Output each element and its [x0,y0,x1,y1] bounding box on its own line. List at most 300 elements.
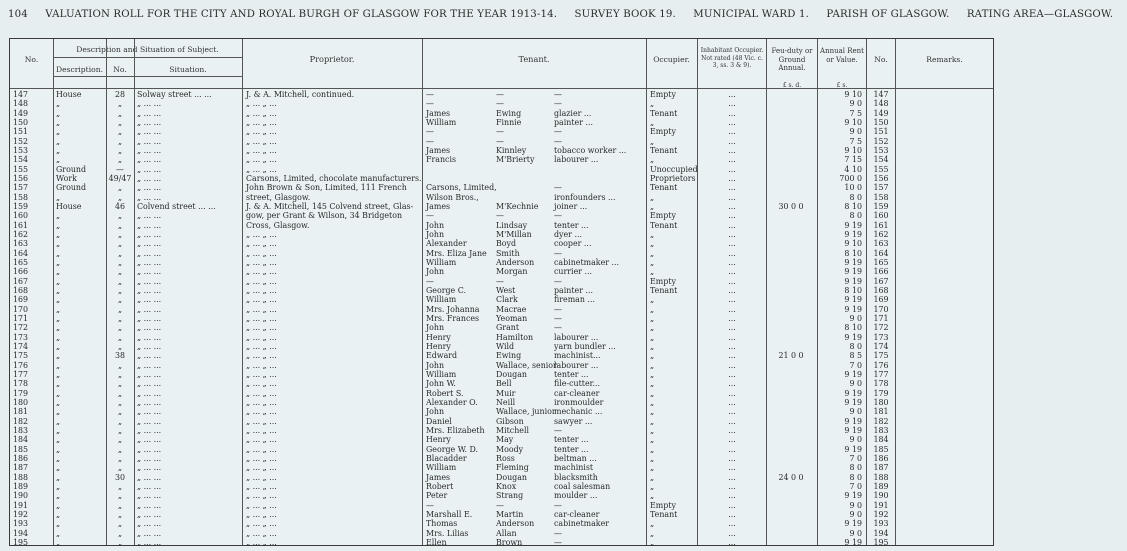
inhabitant-cell: ... [728,229,736,239]
occupier-cell: Empty [650,500,676,510]
row-number-right: 182 [873,416,889,426]
inhabitant-cell: ... [728,136,736,146]
street-number-cell: 28 [114,90,126,99]
tenant-occupation: car-cleaner [554,509,600,519]
header-bottom-rule [10,88,993,89]
row-number: 173 [13,332,29,342]
proprietor-cell: „ ... „ ... [246,425,277,435]
description-cell: „ [56,257,61,267]
street-number-cell: „ [117,267,123,277]
annual-rent-cell: 700 0 [839,173,862,183]
description-cell: „ [56,285,61,295]
description-cell: „ [56,145,61,155]
row-number: 164 [13,248,29,258]
proprietor-cell: „ ... „ ... [246,99,277,109]
description-cell: „ [56,295,61,305]
situation-cell: „ ... ... [137,276,162,286]
tenant-occupation: — [554,313,562,323]
row-number: 152 [13,136,29,146]
situation-cell: „ ... ... [137,463,162,473]
row-number-right: 158 [873,192,889,202]
proprietor-cell: „ ... „ ... [246,164,277,174]
proprietor-cell: „ ... „ ... [246,491,277,501]
feu-duty-cell: 30 0 0 [778,201,804,211]
tenant-occupation: — [554,304,562,314]
inhabitant-cell: ... [728,332,736,342]
row-number-right: 149 [873,108,889,118]
description-cell: „ [56,481,61,491]
description-cell: „ [56,369,61,379]
col-header-proprietor: Proprietor. [309,54,355,64]
tenant-first-name: Alexander O. [426,397,478,407]
column-divider [817,39,818,545]
inhabitant-cell: ... [728,407,736,417]
description-cell: „ [56,313,61,323]
situation-cell: „ ... ... [137,481,162,491]
street-number-cell: „ [117,99,123,109]
situation-cell: „ ... ... [137,313,162,323]
proprietor-cell: „ ... „ ... [246,136,277,146]
row-number-right: 165 [873,257,889,267]
tenant-surname: — [496,500,504,510]
occupier-cell: „ [650,313,655,323]
row-number-right: 186 [873,453,889,463]
street-number-cell: „ [117,183,123,193]
tenant-occupation: painter ... [554,285,594,295]
occupier-cell: „ [650,295,655,305]
occupier-cell: „ [650,472,655,482]
description-cell: „ [56,267,61,277]
tenant-first-name: Alexander [426,239,467,249]
row-number-right: 148 [873,99,889,109]
column-divider [697,39,698,545]
inhabitant-cell: ... [728,127,736,137]
tenant-occupation: beltman ... [554,453,597,463]
inhabitant-cell: ... [728,201,736,211]
situation-cell: „ ... ... [137,99,162,109]
tenant-first-name: Robert S. [426,388,464,398]
situation-cell: „ ... ... [137,267,162,277]
annual-rent-cell: 7 5 [849,136,862,146]
occupier-cell: „ [650,192,655,202]
street-number-cell: „ [117,332,123,342]
description-cell: „ [56,360,61,370]
occupier-cell: „ [650,257,655,267]
occupier-cell: „ [650,388,655,398]
tenant-occupation: tenter ... [554,444,589,454]
tenant-first-name: Mrs. Elizabeth [426,425,485,435]
tenant-first-name: Marshall E. [426,509,473,519]
row-number-right: 152 [873,136,889,146]
tenant-occupation: — [554,323,562,333]
occupier-cell: „ [650,304,655,314]
tenant-surname: Martin [496,509,524,519]
row-number-right: 153 [873,145,889,155]
tenant-occupation: yarn bundler ... [554,341,616,351]
tenant-first-name: — [426,211,434,221]
situation-cell: „ ... ... [137,229,162,239]
inhabitant-cell: ... [728,351,736,361]
street-number-cell: „ [117,248,123,258]
situation-cell: „ ... ... [137,472,162,482]
situation-cell: „ ... ... [137,173,162,183]
inhabitant-cell: ... [728,220,736,230]
tenant-occupation: — [554,528,562,538]
row-number-right: 162 [873,229,889,239]
annual-rent-cell: 8 10 [844,248,862,258]
tenant-surname: Wallace, senior [496,360,557,370]
tenant-surname: Smith [496,248,520,258]
description-cell: „ [56,332,61,342]
tenant-first-name: John [426,407,445,417]
row-number: 190 [13,491,29,501]
row-number: 179 [13,388,29,398]
row-number-right: 189 [873,481,889,491]
col-header-number: No. [113,65,127,74]
situation-cell: „ ... ... [137,509,162,519]
tenant-occupation: — [554,248,562,258]
row-number: 168 [13,285,29,295]
occupier-cell: Empty [650,276,676,286]
situation-cell: „ ... ... [137,360,162,370]
annual-rent-cell: 9 19 [844,537,862,547]
tenant-first-name: — [426,99,434,109]
occupier-cell: „ [650,248,655,258]
street-number-cell: „ [117,341,123,351]
row-number: 148 [13,99,29,109]
row-number: 182 [13,416,29,426]
column-divider [422,39,423,545]
row-number-right: 176 [873,360,889,370]
description-cell: Work [56,173,77,183]
situation-cell: „ ... ... [137,332,162,342]
row-number-right: 184 [873,435,889,445]
description-cell: „ [56,211,61,221]
annual-rent-cell: 9 19 [844,332,862,342]
page-header [8,9,1114,25]
situation-cell: „ ... ... [137,379,162,389]
tenant-occupation: — [554,90,562,99]
street-number-cell: „ [117,369,123,379]
tenant-occupation: tenter ... [554,369,589,379]
annual-rent-cell: 9 0 [849,528,862,538]
street-number-cell: „ [117,481,123,491]
tenant-surname: Anderson [496,257,535,267]
inhabitant-cell: ... [728,453,736,463]
description-cell: „ [56,136,61,146]
tenant-surname: Ewing [496,108,522,118]
row-number: 163 [13,239,29,249]
inhabitant-cell: ... [728,183,736,193]
inhabitant-cell: ... [728,248,736,258]
occupier-cell: „ [650,444,655,454]
inhabitant-cell: ... [728,472,736,482]
street-number-cell: „ [117,435,123,445]
parish: PARISH OF GLASGOW. [826,9,950,20]
annual-rent-cell: 9 10 [844,117,862,127]
row-number-right: 151 [873,127,889,137]
col-header-situation: Situation. [169,65,207,74]
tenant-surname: West [496,285,516,295]
column-divider [646,39,647,545]
annual-rent-cell: 8 0 [849,341,862,351]
annual-rent-cell: 9 19 [844,416,862,426]
street-number-cell: „ [117,444,123,454]
occupier-cell: „ [650,117,655,127]
row-number: 187 [13,463,29,473]
annual-rent-cell: 9 19 [844,295,862,305]
proprietor-cell: street, Glasgow. [246,192,311,202]
street-number-cell: „ [117,155,123,165]
inhabitant-cell: ... [728,295,736,305]
proprietor-cell: „ ... „ ... [246,127,277,137]
tenant-occupation: — [554,99,562,109]
tenant-occupation: currier ... [554,267,593,277]
tenant-surname: Hamilton [496,332,534,342]
row-number-right: 155 [873,164,889,174]
tenant-occupation: labourer ... [554,155,599,165]
annual-rent-cell: 8 0 [849,472,862,482]
annual-rent-cell: 8 5 [849,351,862,361]
header-group-divider [53,57,242,58]
situation-cell: „ ... ... [137,211,162,221]
occupier-cell: „ [650,201,655,211]
situation-cell: „ ... ... [137,435,162,445]
tenant-surname: Mitchell [496,425,529,435]
occupier-cell: Proprietors [650,173,696,183]
tenant-first-name: — [426,136,434,146]
tenant-surname: — [496,136,504,146]
row-number: 174 [13,341,29,351]
tenant-surname: — [496,90,504,99]
description-cell: Ground [56,183,87,193]
street-number-cell: „ [117,528,123,538]
inhabitant-cell: ... [728,313,736,323]
row-number-right: 150 [873,117,889,127]
tenant-surname: May [496,435,514,445]
tenant-surname: Brown [496,537,523,547]
tenant-first-name: John [426,360,445,370]
street-number-cell: „ [117,407,123,417]
tenant-occupation: blacksmith [554,472,598,482]
annual-rent-cell: 9 0 [849,99,862,109]
description-cell: „ [56,463,61,473]
row-number-right: 190 [873,491,889,501]
annual-rent-cell: 8 10 [844,285,862,295]
feu-units: £ s. d. [782,82,802,89]
situation-cell: „ ... ... [137,323,162,333]
row-number: 175 [13,351,29,361]
row-number-right: 179 [873,388,889,398]
situation-cell: „ ... ... [137,351,162,361]
occupier-cell: „ [650,407,655,417]
row-number-right: 147 [873,90,889,99]
tenant-surname: Dougan [496,369,527,379]
annual-rent-cell: 9 19 [844,220,862,230]
description-cell: Ground [56,164,87,174]
street-number-cell: „ [117,229,123,239]
tenant-occupation: joiner ... [554,201,588,211]
tenant-surname: Gibson [496,416,524,426]
occupier-cell: „ [650,369,655,379]
proprietor-cell: „ ... „ ... [246,332,277,342]
tenant-surname: Muir [496,388,516,398]
tenant-first-name: John [426,229,445,239]
annual-rent-cell: 8 0 [849,192,862,202]
proprietor-cell: „ ... „ ... [246,351,277,361]
tenant-first-name: Mrs. Johanna [426,304,480,314]
proprietor-cell: „ ... „ ... [246,537,277,547]
street-number-cell: „ [117,360,123,370]
occupier-cell: Tenant [650,108,678,118]
tenant-surname: Moody [496,444,524,454]
situation-cell: „ ... ... [137,239,162,249]
tenant-surname: M'Kechnie [496,201,539,211]
description-cell: „ [56,491,61,501]
annual-rent-cell: 9 19 [844,304,862,314]
street-number-cell: „ [117,285,123,295]
row-number-right: 187 [873,463,889,473]
row-number: 195 [13,537,29,547]
occupier-cell: Empty [650,90,676,99]
occupier-cell: „ [650,481,655,491]
tenant-surname: Wallace, junior [496,407,556,417]
situation-cell: „ ... ... [137,519,162,529]
tenant-occupation: labourer ... [554,332,599,342]
tenant-surname: M'Brierty [496,155,535,165]
row-number-right: 167 [873,276,889,286]
annual-rent-cell: 9 0 [849,435,862,445]
tenant-first-name: Peter [426,491,448,501]
annual-rent-cell: 9 19 [844,519,862,529]
proprietor-cell: „ ... „ ... [246,248,277,258]
row-number-right: 185 [873,444,889,454]
row-number-right: 183 [873,425,889,435]
annual-rent-cell: 9 10 [844,90,862,99]
tenant-surname: Macrae [496,304,527,314]
proprietor-cell: „ ... „ ... [246,117,277,127]
row-number: 188 [13,472,29,482]
tenant-occupation: — [554,136,562,146]
tenant-surname: Ewing [496,351,522,361]
occupier-cell: „ [650,379,655,389]
street-number-cell: „ [117,108,123,118]
street-number-cell: „ [117,491,123,501]
proprietor-cell: „ ... „ ... [246,313,277,323]
description-cell: „ [56,304,61,314]
row-number: 154 [13,155,29,165]
col-header-remarks: Remarks. [926,55,963,64]
annual-rent-cell: 9 19 [844,276,862,286]
row-number: 165 [13,257,29,267]
occupier-cell: „ [650,435,655,445]
row-number-right: 157 [873,183,889,193]
proprietor-cell: „ ... „ ... [246,257,277,267]
description-cell: „ [56,220,61,230]
occupier-cell: „ [650,323,655,333]
description-cell: „ [56,388,61,398]
proprietor-cell: „ ... „ ... [246,323,277,333]
situation-cell: „ ... ... [137,491,162,501]
inhabitant-cell: ... [728,379,736,389]
occupier-cell: „ [650,136,655,146]
street-number-cell: „ [117,239,123,249]
occupier-cell: Tenant [650,220,678,230]
inhabitant-cell: ... [728,463,736,473]
proprietor-cell: „ ... „ ... [246,108,277,118]
row-number-right: 191 [873,500,889,510]
column-divider [134,39,135,545]
inhabitant-cell: ... [728,108,736,118]
tenant-surname: M'Millan [496,229,532,239]
street-number-cell: — [116,164,124,174]
annual-rent-cell: 9 19 [844,397,862,407]
tenant-first-name: Henry [426,332,451,342]
description-cell: „ [56,435,61,445]
proprietor-cell: „ ... „ ... [246,444,277,454]
description-cell: „ [56,192,61,202]
tenant-first-name: Mrs. Frances [426,313,480,323]
street-number-cell: „ [117,220,123,230]
tenant-surname: Knox [496,481,517,491]
tenant-surname: Finnie [496,117,522,127]
proprietor-cell: „ ... „ ... [246,295,277,305]
row-number: 151 [13,127,29,137]
proprietor-cell: „ ... „ ... [246,388,277,398]
col-header-no-right: No. [874,55,888,64]
valuation-table [9,38,994,546]
row-number: 191 [13,500,29,510]
annual-rent-cell: 10 0 [844,183,862,193]
description-cell: „ [56,117,61,127]
row-number-right: 173 [873,332,889,342]
row-number: 178 [13,379,29,389]
annual-rent-cell: 7 15 [844,155,862,165]
row-number: 160 [13,211,29,221]
tenant-first-name: John [426,220,445,230]
description-cell: „ [56,323,61,333]
row-number-right: 159 [873,201,889,211]
row-number-right: 177 [873,369,889,379]
inhabitant-cell: ... [728,491,736,501]
proprietor-cell: „ ... „ ... [246,453,277,463]
occupier-cell: „ [650,416,655,426]
inhabitant-cell: ... [728,416,736,426]
street-number-cell: „ [117,453,123,463]
tenant-occupation: painter ... [554,117,594,127]
ward: MUNICIPAL WARD 1. [693,9,809,20]
row-number-right: 163 [873,239,889,249]
row-number: 193 [13,519,29,529]
annual-rent-cell: 9 0 [849,313,862,323]
inhabitant-cell: ... [728,481,736,491]
tenant-surname: Lindsay [496,220,528,230]
annual-rent-cell: 9 10 [844,239,862,249]
street-number-cell: „ [117,145,123,155]
row-number-right: 164 [873,248,889,258]
proprietor-cell: „ ... „ ... [246,435,277,445]
description-cell: „ [56,444,61,454]
situation-cell: „ ... ... [137,145,162,155]
proprietor-cell: „ ... „ ... [246,379,277,389]
tenant-surname: Neill [496,397,516,407]
street-number-cell: „ [117,304,123,314]
inhabitant-cell: ... [728,397,736,407]
tenant-first-name: Mrs. Eliza Jane [426,248,487,258]
row-number-right: 195 [873,537,889,547]
occupier-cell: „ [650,229,655,239]
description-cell: „ [56,528,61,538]
